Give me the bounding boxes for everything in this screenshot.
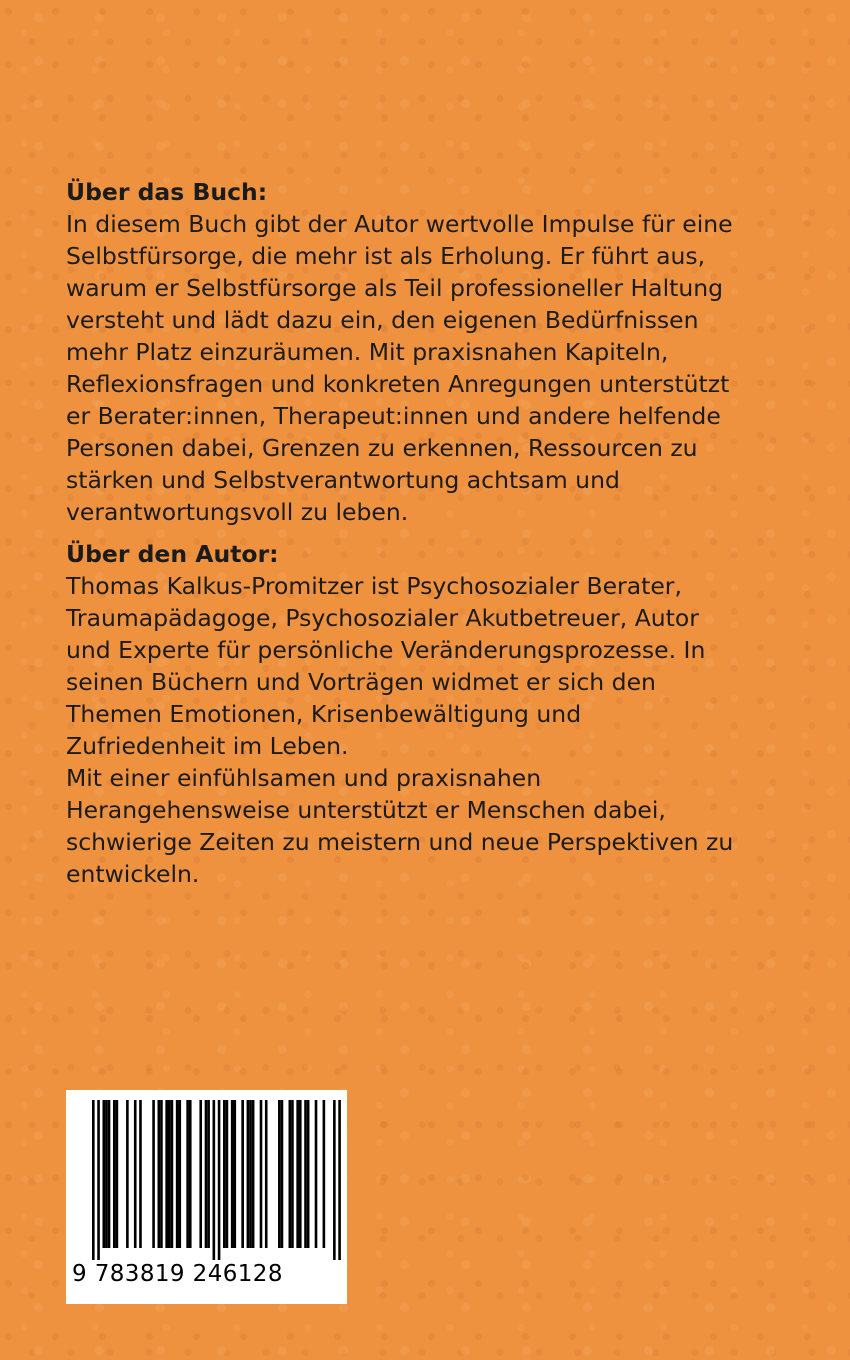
text-line: er Berater:innen, Therapeut:innen und andere helfende <box>66 402 721 430</box>
barcode-bar <box>105 1100 108 1248</box>
text-line: Reflexionsfragen und konkreten Anregungen unterstützt <box>66 370 730 398</box>
barcode-bar <box>116 1100 119 1248</box>
barcode-bar <box>304 1100 307 1248</box>
barcode-bar <box>178 1100 181 1248</box>
barcode-bar <box>92 1100 95 1260</box>
barcode-bar <box>199 1100 202 1248</box>
text-line: Thomas Kalkus-Promitzer ist Psychosozialer Berater, <box>66 572 682 600</box>
text-line: entwickeln. <box>66 860 200 888</box>
barcode-bar <box>139 1100 142 1248</box>
isbn-digits: 9 783819 246128 <box>72 1261 283 1287</box>
barcode-bar <box>233 1100 236 1248</box>
barcode-bar <box>281 1100 284 1248</box>
about-author-heading: Über den Autor: <box>66 540 279 568</box>
about-author-section <box>66 538 796 890</box>
barcode-bar <box>207 1100 210 1248</box>
text-line: Selbstfürsorge, die mehr ist als Erholung. Er führt aus, <box>66 242 706 270</box>
text-line: stärken und Selbstverantwortung achtsam und <box>66 466 620 494</box>
text-line: Mit einer einfühlsamen und praxisnahen <box>66 764 542 792</box>
text-line: In diesem Buch gibt der Autor wertvolle Impulse für eine <box>66 210 733 238</box>
text-line: versteht und lädt dazu ein, den eigenen Bedürfnissen <box>66 306 699 334</box>
barcode-bar <box>260 1100 263 1248</box>
barcode-bar <box>158 1100 161 1248</box>
text-line: schwierige Zeiten zu meistern und neue Perspektiven zu <box>66 828 734 856</box>
barcode-bar <box>205 1100 208 1248</box>
barcode-bar <box>296 1100 299 1248</box>
barcode-bar <box>315 1100 318 1248</box>
barcode-bar <box>152 1100 155 1248</box>
barcode-bar <box>231 1100 234 1248</box>
about-author-text <box>66 570 796 890</box>
barcode-bar <box>126 1100 129 1248</box>
text-line: Zufriedenheit im Leben. <box>66 732 349 760</box>
barcode-bar <box>249 1100 252 1248</box>
text-line: seinen Büchern und Vorträgen widmet er sich den <box>66 668 656 696</box>
barcode-bar <box>134 1100 137 1248</box>
text-line: Themen Emotionen, Krisenbewältigung und <box>66 700 582 728</box>
barcode-bar <box>223 1100 226 1248</box>
about-book-text <box>66 208 796 528</box>
barcode-bar <box>241 1100 244 1248</box>
text-line: verantwortungsvoll zu leben. <box>66 498 409 526</box>
about-book-section <box>66 176 796 528</box>
barcode-bar <box>278 1100 281 1248</box>
barcode-bar <box>226 1100 229 1248</box>
text-line: mehr Platz einzuräumen. Mit praxisnahen Kapiteln, <box>66 338 669 366</box>
text-line: warum er Selbstfürsorge als Teil professioneller Haltung <box>66 274 724 302</box>
barcode-bar <box>113 1100 116 1248</box>
text-line: Personen dabei, Grenzen zu erkennen, Ressourcen zu <box>66 434 698 462</box>
barcode-bar <box>323 1100 326 1248</box>
barcode-bar <box>97 1100 100 1260</box>
about-book-heading: Über das Buch: <box>66 178 268 206</box>
barcode-bar <box>168 1100 171 1248</box>
text-line: Herangehensweise unterstützt er Menschen dabei, <box>66 796 666 824</box>
barcode-box <box>66 1090 347 1304</box>
text-line: Traumapädagoge, Psychosozialer Akutbetreuer, Autor <box>66 604 699 632</box>
barcode-bar <box>176 1100 179 1248</box>
barcode-bar <box>108 1100 111 1248</box>
text-line: und Experte für persönliche Veränderungsprozesse. In <box>66 636 706 664</box>
barcode-bar <box>299 1100 302 1248</box>
barcode-bar <box>213 1100 216 1260</box>
barcode-icon <box>72 1100 341 1260</box>
barcode-bar <box>252 1100 255 1248</box>
barcode-bar <box>307 1100 310 1248</box>
barcode-bar <box>333 1100 336 1260</box>
barcode-bar <box>160 1100 163 1248</box>
barcode-bar <box>291 1100 294 1248</box>
barcode-bar <box>102 1100 105 1248</box>
barcode-bar <box>189 1100 192 1248</box>
barcode-bar <box>338 1100 341 1260</box>
barcode-bar <box>247 1100 250 1248</box>
barcode-bar <box>165 1100 168 1248</box>
barcode-bar <box>265 1100 268 1248</box>
barcode-bar <box>289 1100 292 1248</box>
barcode-bar <box>171 1100 174 1248</box>
barcode-bar <box>186 1100 189 1248</box>
barcode-bar <box>218 1100 221 1260</box>
